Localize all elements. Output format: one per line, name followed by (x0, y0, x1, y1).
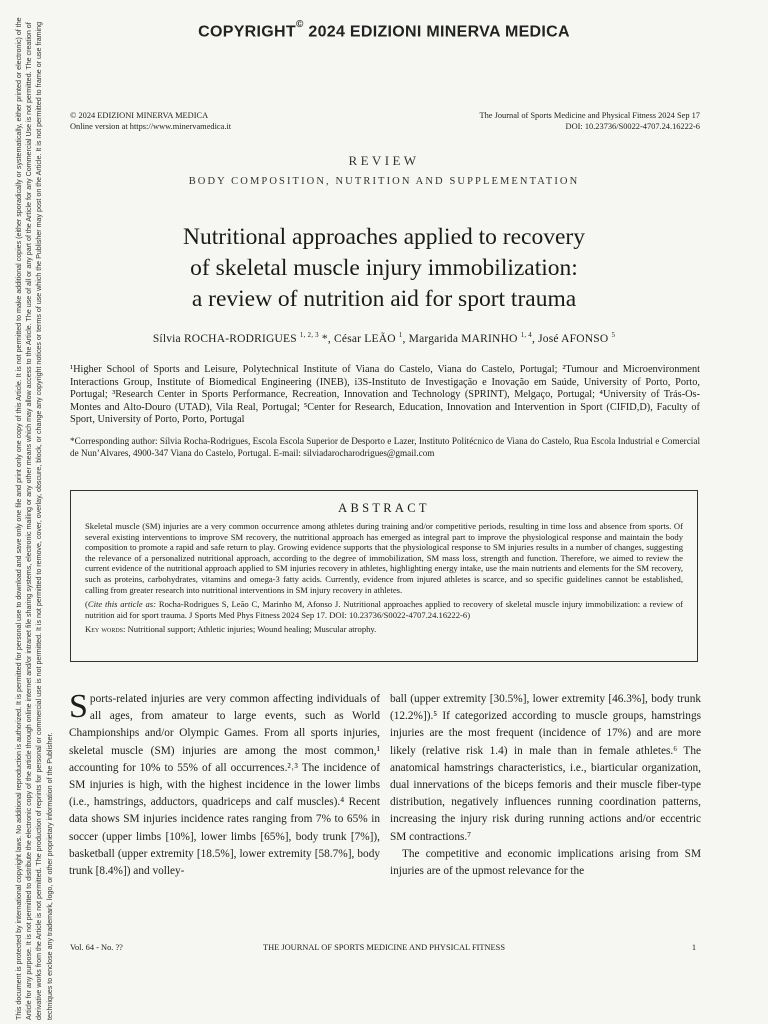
abstract-box (70, 490, 698, 662)
abstract-text: Skeletal muscle (SM) injuries are a very common occurrence among athletes during training and/or competitive periods, resulting in time loss and absence from sports. Of several existing interventions to improve SM recovery, the nutritional approach has emerged as integral part to improve the physiological response and maintain the body composition to promote a rapid and safe return to play. Growing evidence supports that the physiological response to SM injuries results in a number of changes, suggesting the relevance of a personalized nutritional approach, according to the degree of immobilization, SM mass loss, strength and function. Therefore, we aimed to review the current evidence of the nutritional approach applied to SM injuries recovery in athletes, highlighting energy intake, use the main nutrients and elements for the SM recovery, such as proteins, carbohydrates, vitamins and omega-3 fatty acids. Currently, evidence from injured athletes is scarce, and so specific guidelines cannot be established, calling from greater research into nutritional interventions in SM injury recovery in athletes. (85, 521, 683, 595)
title-line-1: Nutritional approaches applied to recovery (183, 224, 585, 250)
citation-text: Rocha-Rodrigues S, Leão C, Marinho M, Afonso J. Nutritional approaches applied to recovery of skeletal muscle injury immobilization: a review of nutrition aid for sport trauma. J Sports Med Phys Fitness 2024 Sep 17. DOI: 10.23736/S0022-4707.24.16222-6 (85, 599, 683, 620)
author-affiliation-marks: 1, 2, 3 (299, 331, 319, 339)
corresponding-author: *Corresponding author: Sílvia Rocha-Rodrigues, Escola Escola Superior de Desporto e Lazer, Instituto Politécnico de Viana do Castelo, Rua Escola Industrial e Comercial de Nun’Alvares, 4900-347 Viana do Castelo, Portugal. E-mail: silviadarocharodrigues@gmail.com (70, 436, 700, 458)
article-title (90, 222, 678, 315)
journal-issue: The Journal of Sports Medicine and Physical Fitness 2024 Sep 17 (479, 111, 700, 120)
doi: DOI: 10.23736/S0022-4707.24.16222-6 (565, 121, 700, 131)
author-name: José AFONSO (538, 332, 609, 345)
journal-meta (479, 111, 700, 132)
author-list: Sílvia ROCHA-RODRIGUES $^{1, 2, 3}$ *, César LEÃO $^1$, Margarida MARINHO $^{1, 4}$, José AFONSO $^5$ (152, 331, 616, 345)
paragraph-text: ports-related injuries are very common affecting individuals of all ages, from amateur to large events, such as World Championships and/or Olympic Games. From all sports injuries, skeletal muscle (SM) injuries are among the most common,¹ accounting for 10% to 55% of all occurrences.²˒³ The incidence of SM injuries is high, with the highest incidence in the lower limbs (i.e., hamstrings, adductors, quadriceps and calf muscles).⁴ Recent data shows SM injuries incidence rates ranging from 7% to 65% in soccer (upper limbs [10%], lower limbs [65%], body trunk [7%]), basketball (upper extremity [18.5%], lower extremity [58.7%], body trunk [8.4%]) and volley- (69, 693, 380, 878)
body-column-left (69, 688, 380, 880)
publisher-copyright: © 2024 EDIZIONI MINERVA MEDICA (70, 111, 209, 120)
publisher-meta (70, 111, 231, 132)
page-number: 1 (691, 943, 696, 952)
article-type: REVIEW (348, 153, 420, 168)
author-affiliation-marks: 1, 4 (520, 331, 532, 339)
author-name: Margarida MARINHO (408, 332, 518, 345)
drop-cap: S (69, 688, 88, 725)
copyright-symbol: © (295, 19, 304, 30)
citation: (Cite this article as: Rocha-Rodrigues S, Leão C, Marinho M, Afonso J. Nutritional approaches applied to recovery of skeletal muscle injury immobilization: a review of nutrition aid for sport trauma. J Sports Med Phys Fitness 2024 Sep 17. DOI: 10.23736/S0022-4707.24.16222-6) (85, 599, 683, 620)
journal-name-footer: THE JOURNAL OF SPORTS MEDICINE AND PHYSICAL FITNESS (262, 943, 505, 952)
author-name: Sílvia ROCHA-RODRIGUES (152, 332, 297, 345)
author-affiliation-marks: 1 (398, 331, 403, 339)
copyright-side-notice: This document is protected by international copyright laws. No additional reproduction is authorized. It is permitted for personal use to download and save only one file and print only one copy of this Article. It is not permitted to make additional copies (either sporadically or systematically, either printed or electronic) of the Article for any purpose. It is not permitted to distribute the electronic copy of the article through online internet and/or intranet file sharing systems, electronic mailing or any other means which may allow access to the Article. The use of all or any part of the Article for any Commercial Use is not permitted. The creation of derivative works from the Article is not permitted. The production of reprints for personal or commercial use is not permitted. It is not permitted to remove, cover, overlay, obscure, block, or change any copyright notices or terms of use which the Publisher may post on the Article. It is not permitted to frame or use framing techniques to enclose any trademark, logo, or other proprietary information of the Publisher. (15, 17, 54, 1020)
online-version: Online version at https://www.minervamedica.it (70, 121, 232, 131)
abstract-heading: ABSTRACT (338, 501, 430, 515)
body-paragraph: The competitive and economic implications arising from SM injuries are of the upmost relevance for the (390, 847, 701, 878)
title-line-3: a review of nutrition aid for sport trauma (191, 286, 577, 312)
body-paragraph: ball (upper extremity [30.5%], lower extremity [46.3%], body trunk (12.2%]).⁵ If categorized according to muscle groups, hamstrings injuries are the most frequent (incidence of 17%) and are more likely (relative risk 1.4) in male than in female athletes.⁶ The anatomical hamstrings characteristics, i.e., biarticular organization, dual innervations of the biceps femoris and their muscle fiber-type distribution, negatively influences running coordination patterns, increasing the injury risk during running actions and/or eccentric SM contractions.⁷ (390, 693, 701, 843)
keywords (85, 624, 683, 635)
corresponding-mark: * (318, 332, 328, 345)
copyright-banner (0, 19, 768, 41)
banner-pre: COPYRIGHT (198, 23, 296, 41)
citation-label: Cite this article as: (87, 599, 157, 610)
banner-post: 2024 EDIZIONI MINERVA MEDICA (303, 23, 570, 41)
author-name: César LEÃO (334, 332, 396, 345)
volume-number: Vol. 64 - No. ?? (70, 943, 123, 952)
keywords-text: Nutritional support; Athletic injuries; Wound healing; Muscular atrophy. (125, 624, 377, 635)
title-line-2: of skeletal muscle injury immobilization: (190, 255, 578, 281)
body-paragraph (69, 688, 380, 880)
article-section: BODY COMPOSITION, NUTRITION AND SUPPLEMENTATION (188, 176, 580, 187)
affiliations: ¹Higher School of Sports and Leisure, Polytechnical Institute of Viana do Castelo, Viana do Castelo, Portugal; ²Tumour and Microenvironment Interactions Group, Institute of Biomedical Engineering (INEB), i3S-Instituto de Investigação e Inovação em Saúde, University of Porto, Porto, Portugal; ³Research Center in Sports Performance, Recreation, Innovation and Technology (SPRINT), Melgaço, Portugal; ⁴University of Trás-Os-Montes and Alto-Douro (UTAD), Vila Real, Portugal; ⁵Center for Research, Education, Innovation and Intervention in Sport (CIFID,D), Faculty of Sport, University of Porto, Porto, Portugal (70, 364, 700, 426)
author-affiliation-marks: 5 (611, 331, 616, 339)
keywords-label: Key words: (85, 624, 126, 635)
body-column-right (390, 691, 701, 880)
